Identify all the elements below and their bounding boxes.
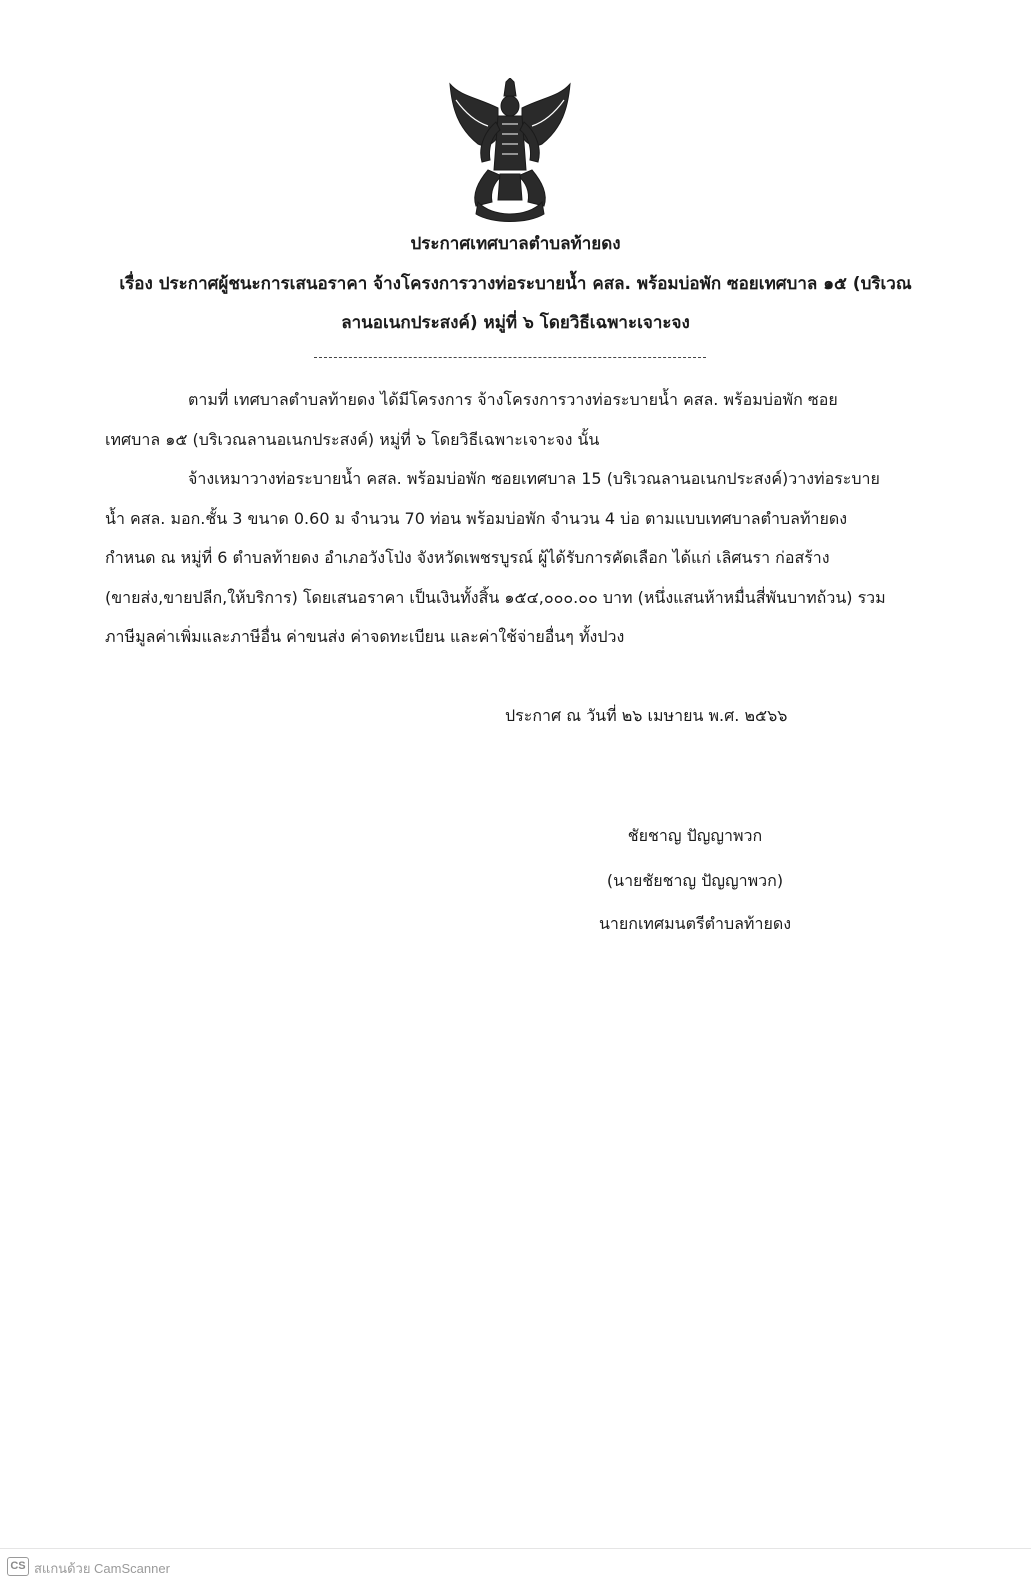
paragraph-1-line-1: ตามที่ เทศบาลตำบลท้ายดง ได้มีโครงการ จ้างโครงการวางท่อระบายน้ำ คสล. พร้อมบ่อพัก ซอย — [188, 390, 838, 409]
signatory-position: นายกเทศมนตรีตำบลท้ายดง — [598, 914, 792, 933]
paragraph-2-line-3: กำหนด ณ หมู่ที่ 6 ตำบลท้ายดง อำเภอวังโป่ง จังหวัดเพชรบูรณ์ ผู้ได้รับการคัดเลือก ได้แก่ เลิศนรา ก่อสร้าง — [105, 548, 830, 567]
signatory-full-name: (นายชัยชาญ ปัญญาพวก) — [606, 871, 784, 890]
subject-line-2: ลานอเนกประสงค์) หมู่ที่ ๖ โดยวิธีเฉพาะเจาะจง — [341, 313, 690, 333]
scanner-footer — [0, 1548, 1031, 1579]
paragraph-1-line-2: เทศบาล ๑๕ (บริเวณลานอเนกประสงค์) หมู่ที่ ๖ โดยวิธีเฉพาะเจาะจง นั้น — [105, 430, 600, 449]
camscanner-logo-icon: CS — [7, 1557, 29, 1576]
subject-line-1: เรื่อง ประกาศผู้ชนะการเสนอราคา จ้างโครงการวางท่อระบายน้ำ คสล. พร้อมบ่อพัก ซอยเทศบาล ๑๕ (บริเวณ — [119, 274, 912, 294]
signature-name: ชัยชาญ ปัญญาพวก — [627, 826, 763, 845]
paragraph-2-line-4: (ขายส่ง,ขายปลีก,ให้บริการ) โดยเสนอราคา เป็นเงินทั้งสิ้น ๑๕๔,๐๐๐.๐๐ บาท (หนึ่งแสนห้าหมื่นสี่พันบาทถ้วน) รวม — [105, 588, 886, 607]
camscanner-watermark: สแกนด้วย CamScanner — [34, 1561, 170, 1576]
announcement-date: ประกาศ ณ วันที่ ๒๖ เมษายน พ.ศ. ๒๕๖๖ — [505, 706, 788, 725]
garuda-emblem-icon — [448, 78, 572, 224]
paragraph-2-line-2: น้ำ คสล. มอก.ชั้น 3 ขนาด 0.60 ม จำนวน 70 ท่อน พร้อมบ่อพัก จำนวน 4 บ่อ ตามแบบเทศบาลตำบลท้ายดง — [105, 509, 848, 528]
document-heading: ประกาศเทศบาลตำบลท้ายดง — [410, 234, 621, 254]
dashed-separator — [314, 357, 706, 358]
paragraph-2-line-5: ภาษีมูลค่าเพิ่มและภาษีอื่น ค่าขนส่ง ค่าจดทะเบียน และค่าใช้จ่ายอื่นๆ ทั้งปวง — [105, 627, 625, 646]
paragraph-2-line-1: จ้างเหมาวางท่อระบายน้ำ คสล. พร้อมบ่อพัก ซอยเทศบาล 15 (บริเวณลานอเนกประสงค์)วางท่อระบาย — [188, 469, 880, 488]
